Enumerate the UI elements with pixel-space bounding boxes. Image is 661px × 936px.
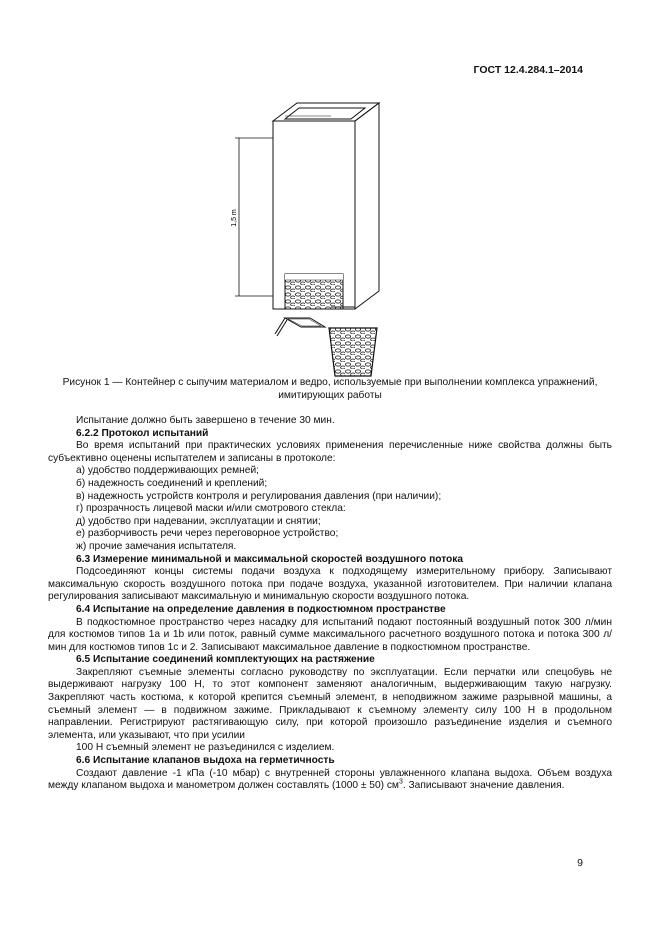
paragraph: Закрепляют съемные элементы согласно руководству по эксплуатации. Если перчатки или спецобувь не выдерживают нагрузку 100 Н, то этот компонент заменяют аналогичным, выдерживающим такую нагрузку. Закрепляют часть костюма, к которой крепится съемный элемент, в неподвижном зажиме разрывной машины, а съемный элемент — в подвижном зажиме. Прикладывают к съемному элементу силу 100 Н в продольном направлении. Регистрируют растягивающую силу, при которой произошло разъединение изделия и съемного элемента, или указывают, что при усилии: [48, 666, 612, 741]
list-item: в) надежность устройств контроля и регулирования давления (при наличии);: [76, 490, 442, 502]
paragraph: В подкостюмное пространство через насадку для испытаний подают постоянный воздушный поток 300 л/мин для костюмов типов 1a и 1b или поток, равный сумме максимального расчетного воздушного потока и потока 300 л/мин для костюмов типов 1c и 2. Записывают максимальное давление в подкостюмном пространстве.: [48, 616, 612, 653]
container-figure: [215, 96, 405, 378]
document-body: [48, 415, 612, 793]
bucket: [329, 328, 377, 376]
section-heading: 6.2.2 Протокол испытаний: [76, 427, 209, 439]
section-heading: 6.4 Испытание на определение давления в подкостюмном пространстве: [76, 603, 446, 615]
paragraph-text: Создают давление -1 кПа (-10 мбар) с внутренней стороны увлажненного клапана выдоха. Объем воздуха между клапаном выдоха и манометром должен составлять (1000 ± 50) см: [48, 767, 612, 792]
list-item: ж) прочие замечания испытателя.: [76, 540, 237, 552]
list-item: д) удобство при надевании, эксплуатации и снятии;: [76, 515, 321, 527]
height-dimension: [235, 138, 273, 296]
figure-caption: Рисунок 1 — Контейнер с сыпучим материалом и ведро, используемые при выполнении комплекса упражнений, имитирующих работы: [62, 377, 598, 401]
paragraph-text: . Записывают значение давления.: [402, 780, 565, 792]
paragraph: 100 Н съемный элемент не разъединился с изделием.: [76, 742, 335, 754]
paragraph: Во время испытаний при практических условиях применения перечисленные ниже свойства должны быть субъективно оценены испытателем и записаны в протоколе:: [48, 440, 612, 464]
paragraph: Испытание должно быть завершено в течение 30 мин.: [76, 415, 335, 426]
dimension-label: 1,5 m: [231, 209, 238, 227]
list-item: е) разборчивость речи через переговорное устройство;: [76, 528, 339, 540]
page-number: 9: [577, 857, 583, 869]
list-item: а) удобство поддерживающих ремней;: [76, 465, 259, 477]
section-heading: 6.6 Испытание клапанов выдоха на герметичность: [76, 755, 335, 767]
superscript: 3: [398, 778, 403, 786]
list-item: б) надежность соединений и креплений;: [76, 477, 268, 489]
section-heading: 6.5 Испытание соединений комплектующих на растяжение: [76, 654, 375, 666]
scoop: [275, 318, 325, 336]
list-item: г) прозрачность лицевой маски и/или смотрового стекла:: [76, 503, 346, 515]
paragraph: [48, 768, 612, 793]
paragraph: Подсоединяют концы системы подачи воздуха к подходящему измерительному прибору. Записывают максимальную скорость воздушного потока при подаче воздуха, указанной изготовителем. При наличии клапана регулирования записывают максимальную и минимальную скорости воздушного потока.: [48, 566, 612, 603]
standard-header: ГОСТ 12.4.284.1–2014: [473, 64, 583, 76]
section-heading: 6.3 Измерение минимальной и максимальной скоростей воздушного потока: [76, 553, 464, 565]
